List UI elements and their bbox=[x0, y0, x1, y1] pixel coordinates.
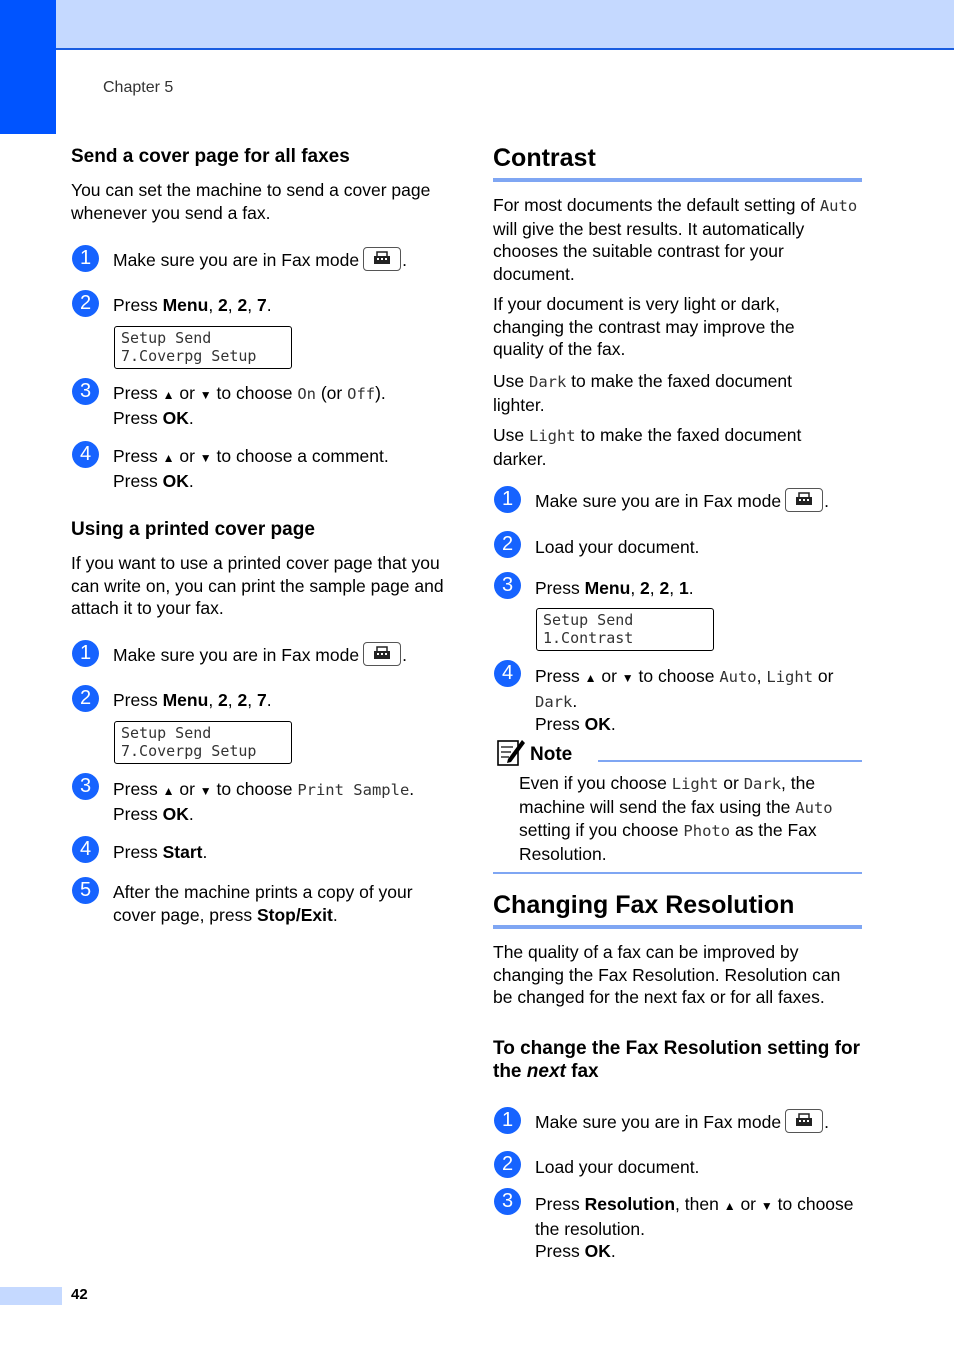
lcd-display bbox=[114, 326, 292, 369]
header-band bbox=[0, 0, 954, 50]
step-text-part: ). bbox=[375, 383, 386, 403]
step-text-part: (or bbox=[315, 383, 348, 403]
step-text-part: or bbox=[174, 779, 200, 799]
up-arrow-icon: ▲ bbox=[584, 671, 597, 685]
step-text-part: to choose bbox=[211, 383, 298, 403]
ok-key-label: OK bbox=[162, 470, 189, 491]
step-number: 3 bbox=[72, 378, 99, 405]
up-arrow-icon: ▲ bbox=[162, 451, 175, 465]
key-number: 2 bbox=[659, 578, 670, 598]
step-number: 2 bbox=[72, 685, 99, 712]
contrast-paragraph bbox=[493, 424, 843, 470]
step-text-part: Press bbox=[113, 446, 163, 466]
step-text-part: . bbox=[610, 714, 616, 734]
step-text-part: to choose the resolution. bbox=[535, 1194, 854, 1239]
resolution-heading: Changing Fax Resolution bbox=[493, 891, 795, 919]
step-text-part: Press bbox=[113, 470, 163, 491]
step-text bbox=[535, 577, 694, 600]
step-text-part: Press bbox=[535, 714, 585, 734]
lcd-option: On bbox=[297, 385, 316, 403]
key-number: 2 bbox=[640, 578, 650, 598]
fax-mode-key-icon bbox=[785, 1109, 823, 1133]
step-text-part: , bbox=[208, 295, 219, 315]
step-text bbox=[113, 294, 272, 317]
subheading-emphasis: next bbox=[526, 1061, 566, 1082]
step-text bbox=[113, 249, 407, 273]
down-arrow-icon: ▼ bbox=[760, 1199, 773, 1213]
step-text-part: . bbox=[188, 470, 194, 491]
step-text bbox=[113, 689, 272, 712]
ok-key-label: OK bbox=[162, 407, 189, 428]
step-text-part: . bbox=[824, 491, 829, 511]
step-text bbox=[535, 490, 829, 514]
lcd-line: 1.Contrast bbox=[543, 629, 634, 647]
note-text-part: , the machine will send the fax using the bbox=[519, 773, 816, 817]
step-text-part: , bbox=[247, 690, 257, 710]
step-text-part: Press bbox=[113, 383, 163, 403]
step-text-part: . bbox=[266, 295, 272, 315]
step-number: 1 bbox=[72, 640, 99, 667]
lcd-display bbox=[114, 721, 292, 764]
step-number: 3 bbox=[494, 572, 521, 599]
paragraph-text: Use bbox=[493, 425, 529, 445]
section-rule bbox=[493, 178, 862, 182]
step-number: 4 bbox=[72, 441, 99, 468]
step-text-part: . bbox=[572, 690, 578, 711]
step-text-part: . bbox=[402, 645, 407, 665]
fax-mode-key-icon bbox=[363, 247, 401, 271]
paragraph-text: Use bbox=[493, 371, 529, 391]
step-text-part: Press bbox=[113, 407, 163, 428]
step-text-part: or bbox=[596, 666, 622, 686]
step-text-part: , then bbox=[675, 1194, 724, 1214]
lcd-option: Light bbox=[671, 775, 719, 793]
step-text-part: Make sure you are in Fax mode bbox=[113, 250, 360, 270]
step-text bbox=[113, 445, 443, 492]
up-arrow-icon: ▲ bbox=[162, 388, 175, 402]
step-text-part: Press bbox=[113, 803, 163, 824]
note-text-part: or bbox=[718, 773, 744, 793]
step-text-part: . bbox=[688, 578, 694, 598]
note-pencil-icon bbox=[496, 737, 526, 772]
step-text-part: Press bbox=[535, 1194, 585, 1214]
down-arrow-icon: ▼ bbox=[621, 671, 634, 685]
section-rule bbox=[493, 925, 862, 929]
step-text-part: Press bbox=[113, 295, 163, 315]
step-text bbox=[113, 881, 448, 926]
step-text-part: , bbox=[227, 690, 238, 710]
lcd-option: Auto bbox=[795, 798, 833, 817]
step-number: 4 bbox=[494, 660, 521, 687]
step-text-part: Press bbox=[113, 779, 163, 799]
step-text bbox=[113, 382, 443, 429]
lcd-option: Dark bbox=[743, 775, 782, 793]
step-number: 1 bbox=[72, 245, 99, 272]
cover-all-intro: You can set the machine to send a cover page whenever you send a fax. bbox=[71, 180, 431, 223]
ok-key-label: OK bbox=[162, 803, 189, 824]
stop-exit-key-label: Stop/Exit bbox=[256, 904, 333, 925]
key-number: 2 bbox=[237, 295, 248, 315]
chapter-label: Chapter 5 bbox=[103, 79, 174, 96]
step-text-part: Press bbox=[113, 842, 163, 862]
note-text-part: as the Fax Resolution. bbox=[519, 820, 817, 864]
step-text-part: , bbox=[756, 666, 767, 686]
resolution-intro: The quality of a fax can be improved by changing the Fax Resolution. Resolution can be changed for the next fax or for all faxes. bbox=[493, 942, 841, 1007]
step-number: 4 bbox=[72, 836, 99, 863]
step-text-part: . bbox=[332, 904, 338, 925]
step-text-part: . bbox=[188, 407, 194, 428]
step-text-part: Press bbox=[535, 578, 585, 598]
down-arrow-icon: ▼ bbox=[199, 784, 212, 798]
step-text-part: , bbox=[630, 578, 641, 598]
step-text-part: , bbox=[649, 578, 660, 598]
lcd-option: Dark bbox=[528, 373, 567, 391]
resolution-key-label: Resolution bbox=[584, 1194, 676, 1214]
step-text-part: After the machine prints a copy of your cover page, press bbox=[113, 882, 413, 925]
fax-mode-key-icon bbox=[785, 488, 823, 512]
cover-all-heading: Send a cover page for all faxes bbox=[71, 146, 350, 167]
note-top-rule bbox=[598, 760, 862, 762]
printed-cover-heading: Using a printed cover page bbox=[71, 519, 315, 540]
lcd-option: Light bbox=[766, 668, 814, 686]
chapter-tab bbox=[0, 0, 56, 134]
step-text bbox=[113, 644, 407, 668]
resolution-subheading bbox=[493, 1037, 868, 1083]
fax-mode-key-icon bbox=[363, 642, 401, 666]
key-number: 1 bbox=[678, 578, 689, 598]
note-text bbox=[519, 772, 864, 865]
note-text-part: Even if you choose bbox=[519, 773, 672, 793]
note-text-part: setting if you choose bbox=[519, 820, 684, 840]
step-text bbox=[535, 665, 865, 736]
step-text-part: Make sure you are in Fax mode bbox=[113, 645, 360, 665]
step-number: 3 bbox=[72, 773, 99, 800]
step-number: 3 bbox=[494, 1188, 521, 1215]
printed-cover-intro: If you want to use a printed cover page that you can write on, you can print the sample page and attach it to your fax. bbox=[71, 553, 444, 618]
down-arrow-icon: ▼ bbox=[199, 451, 212, 465]
lcd-line: Setup Send bbox=[121, 724, 212, 742]
paragraph-text: For most documents the default setting of bbox=[493, 195, 820, 215]
key-number: 2 bbox=[218, 690, 228, 710]
key-number: 2 bbox=[237, 690, 248, 710]
lcd-option: Dark bbox=[535, 692, 573, 711]
step-number: 2 bbox=[72, 290, 99, 317]
step-text-part: . bbox=[266, 690, 272, 710]
lcd-option: Light bbox=[528, 427, 576, 445]
step-text-part: , bbox=[247, 295, 257, 315]
step-text-part: . bbox=[202, 842, 208, 862]
step-text bbox=[113, 778, 453, 825]
contrast-paragraph bbox=[493, 370, 843, 416]
step-text-part: to choose bbox=[211, 779, 298, 799]
up-arrow-icon: ▲ bbox=[723, 1199, 736, 1213]
start-key-label: Start bbox=[162, 842, 203, 862]
step-text-part: or bbox=[174, 446, 200, 466]
note-title: Note bbox=[530, 744, 573, 765]
step-number: 5 bbox=[72, 877, 99, 904]
step-text-part: , bbox=[669, 578, 679, 598]
key-number: 2 bbox=[218, 295, 228, 315]
menu-key-label: Menu bbox=[584, 578, 631, 598]
step-text-part: Press bbox=[535, 666, 585, 686]
paragraph-text: to make the faxed document lighter. bbox=[493, 371, 793, 415]
down-arrow-icon: ▼ bbox=[199, 388, 212, 402]
step-number: 2 bbox=[494, 531, 521, 558]
lcd-option: Photo bbox=[683, 822, 731, 840]
step-text-part: to choose a comment. bbox=[211, 446, 389, 466]
step-text-part: , bbox=[208, 690, 219, 710]
menu-key-label: Menu bbox=[162, 295, 209, 315]
lcd-option: Print Sample bbox=[297, 781, 410, 799]
step-text: Load your document. bbox=[535, 1157, 700, 1177]
lcd-option: Auto bbox=[719, 668, 757, 686]
menu-key-label: Menu bbox=[162, 690, 209, 710]
lcd-option: Auto bbox=[819, 197, 858, 215]
lcd-option: Off bbox=[347, 385, 376, 403]
ok-key-label: OK bbox=[584, 1241, 611, 1261]
footer-band bbox=[0, 1287, 62, 1305]
ok-key-label: OK bbox=[584, 714, 611, 734]
step-text: Load your document. bbox=[535, 537, 700, 557]
subheading-text: To change the Fax Resolution setting for the bbox=[493, 1038, 861, 1082]
lcd-line: 7.Coverpg Setup bbox=[121, 347, 257, 365]
contrast-heading: Contrast bbox=[493, 144, 596, 172]
step-text-part: Make sure you are in Fax mode bbox=[535, 1112, 782, 1132]
lcd-display bbox=[536, 608, 714, 651]
page-number: 42 bbox=[71, 1286, 88, 1303]
step-text-part: , bbox=[227, 295, 238, 315]
lcd-line: Setup Send bbox=[543, 611, 634, 629]
step-text-part: . bbox=[610, 1241, 616, 1261]
lcd-line: Setup Send bbox=[121, 329, 212, 347]
contrast-paragraph: If your document is very light or dark, changing the contrast may improve the quality of the fax. bbox=[493, 294, 795, 359]
step-text-part: or bbox=[174, 383, 200, 403]
step-text-part: . bbox=[402, 250, 407, 270]
step-text-part: . bbox=[409, 779, 415, 799]
step-text bbox=[535, 1111, 829, 1135]
key-number: 7 bbox=[256, 690, 267, 710]
up-arrow-icon: ▲ bbox=[162, 784, 175, 798]
step-text-part: Press bbox=[113, 690, 163, 710]
step-number: 1 bbox=[494, 1107, 521, 1134]
step-text-part: . bbox=[824, 1112, 829, 1132]
paragraph-text: to make the faxed document darker. bbox=[493, 425, 802, 469]
step-text-part: or bbox=[735, 1194, 761, 1214]
key-number: 7 bbox=[256, 295, 267, 315]
step-number: 1 bbox=[494, 486, 521, 513]
step-text bbox=[535, 1193, 865, 1263]
paragraph-text: will give the best results. It automatically chooses the suitable contrast for your document. bbox=[493, 218, 805, 284]
note-bottom-rule bbox=[493, 872, 862, 874]
step-text bbox=[113, 841, 207, 864]
step-text-part: or bbox=[813, 666, 834, 686]
subheading-text: fax bbox=[565, 1061, 599, 1082]
step-text-part: Press bbox=[535, 1241, 585, 1261]
lcd-line: 7.Coverpg Setup bbox=[121, 742, 257, 760]
step-number: 2 bbox=[494, 1151, 521, 1178]
step-text-part: . bbox=[188, 803, 194, 824]
step-text-part: Make sure you are in Fax mode bbox=[535, 491, 782, 511]
step-text-part: to choose bbox=[633, 666, 720, 686]
contrast-paragraph bbox=[493, 194, 863, 285]
